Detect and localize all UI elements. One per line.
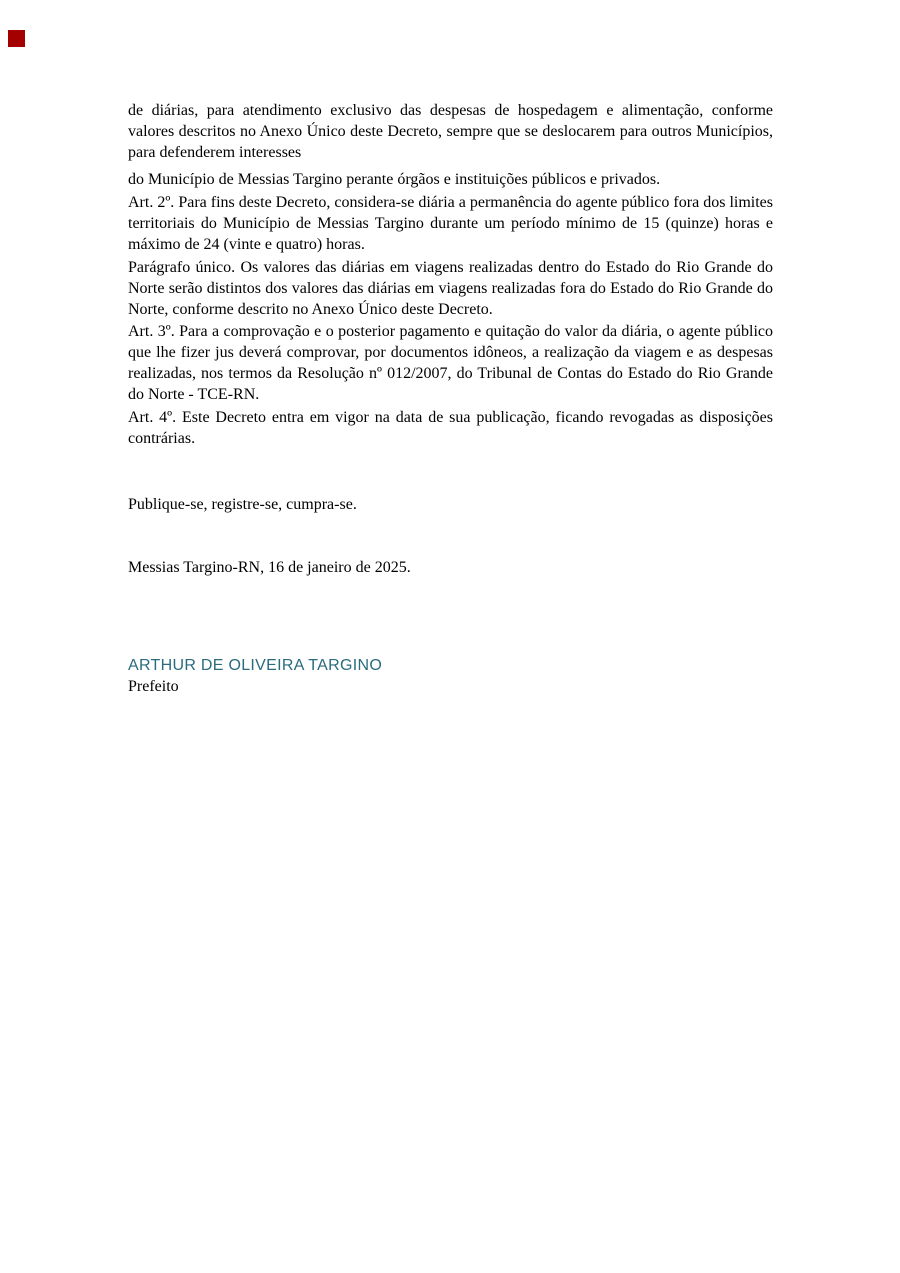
closing-line: Publique-se, registre-se, cumpra-se.: [128, 496, 357, 513]
signature-name: ARTHUR DE OLIVEIRA TARGINO: [128, 657, 383, 674]
body-paragraph: de diárias, para atendimento exclusivo das despesas de hospedagem e alimentação, conforme valores descritos no Anexo Único deste Decreto, sempre que se deslocarem para outros Municípios, para defenderem interesses: [128, 102, 773, 161]
signature-block: [128, 655, 773, 697]
body-paragraph: Art. 2º. Para fins deste Decreto, considera-se diária a permanência do agente público fora dos limites territoriais do Município de Messias Targino durante um período mínimo de 15 (quinze) horas e máximo de 24 (vinte e quatro) horas.: [128, 194, 773, 253]
dateline: Messias Targino-RN, 16 de janeiro de 2025.: [128, 559, 411, 576]
body-paragraph: Art. 4º. Este Decreto entra em vigor na data de sua publicação, ficando revogadas as disposições contrárias.: [128, 409, 773, 447]
body-paragraph: Art. 3º. Para a comprovação e o posterior pagamento e quitação do valor da diária, o agente público que lhe fizer jus deverá comprovar, por documentos idôneos, a realização da viagem e as despesas realizadas, nos termos da Resolução nº 012/2007, do Tribunal de Contas do Estado do Rio Grande do Norte - TCE-RN.: [128, 323, 773, 403]
signature-title: Prefeito: [128, 678, 179, 695]
body-paragraph: do Município de Messias Targino perante órgãos e instituições públicos e privados.: [128, 171, 661, 188]
document-body: [128, 100, 773, 697]
body-paragraph: Parágrafo único. Os valores das diárias em viagens realizadas dentro do Estado do Rio Grande do Norte serão distintos dos valores das diárias em viagens realizadas fora do Estado do Rio Grande do Norte, conforme descrito no Anexo Único deste Decreto.: [128, 259, 773, 318]
red-square-marker: [8, 30, 25, 47]
